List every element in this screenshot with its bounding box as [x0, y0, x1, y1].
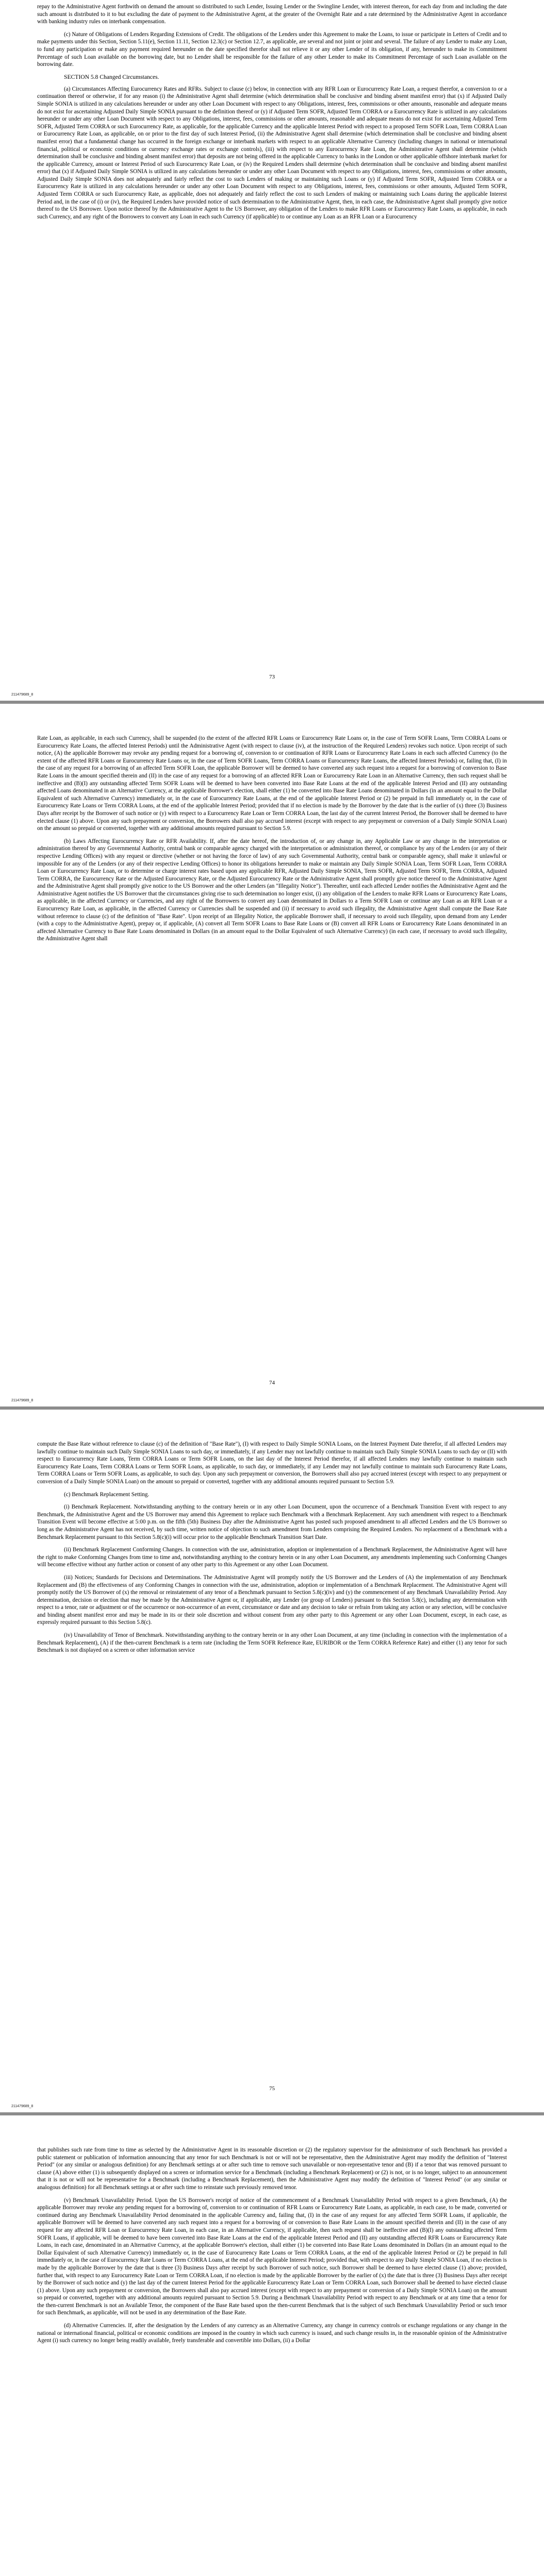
- page-number: 75: [269, 2086, 275, 2092]
- paragraph: (c) Benchmark Replacement Setting.: [64, 1491, 150, 1498]
- document-id: 211479689_8: [11, 693, 34, 697]
- paragraph: (d) Alternative Currencies. If, after the designation by the Lenders of any currency as an Alternative Currency, any change in currency controls or exchange regulations or any change in the national or international financial, political or economic conditions are imposed in the country in which such currency is issued, and such change results in, in the reasonable opinion of the Administrative Agent (i) such currency no longer being readily available, freely transferable and convertible into Dollars, (ii) a Dollar: [37, 2323, 507, 2344]
- paragraph: (v) Benchmark Unavailability Period. Upon the US Borrower's receipt of notice of the commencement of a Benchmark Unavailability Period with respect to a given Benchmark, (A) the applicable Borrower may revoke any pending request for a borrowing of, conversion to or continuation of RFR Loans or Eurocurrency Rate Loans, as applicable, in each case, to be made, converted or continued during any Benchmark Unavailability Period denominated in the applicable Currency and, failing that, (I) in the case of any request for any affected Term SOFR Loans, if applicable, the applicable Borrower will be deemed to have converted any such request into a request for a borrowing of or conversion to Base Rate Loans in the amount specified therein and (II) in the case of any request for any affected RFR Loan or Eurocurrency Rate Loan, in each case, in an Alternative Currency, if applicable, then such request shall be ineffective and (B)(I) any outstanding affected Term SOFR Loans, if applicable, will be deemed to have been converted into Base Rate Loans at the end of the applicable Interest Period and (II) any outstanding affected RFR Loans or Eurocurrency Rate Loans, in each case, denominated in an Alternative Currency, at the applicable Borrower's election, shall either (1) be converted into Base Rate Loans denominated in Dollars (in an amount equal to the Dollar Equivalent of such Alternative Currency) immediately or, in the case of Eurocurrency Rate Loans or Term CORRA Loans, at the end of the applicable Interest Period or (2) be prepaid in full immediately or, in the case of Eurocurrency Rate Loans or Term CORRA Loans, at the end of the applicable Interest Period; provided that, with respect to any Daily Simple SONIA Loan, if no election is made by the applicable Borrower by the date that is three (3) Business Days after receipt by such Borrower of such notice, such Borrower shall be deemed to have elected clause (1) above; provided, further that, with respect to any Eurocurrency Rate Loan or Term CORRA Loan, if no election is made by the applicable Borrower by the earlier of (x) the date that is three (3) Business Days after receipt by the Borrower of such notice and (y) the last day of the current Interest Period for the applicable Eurocurrency Rate Loan or Term CORRA Loan, such Borrower shall be deemed to have elected clause (1) above. Upon any such prepayment or conversion, the Borrowers shall also pay accrued interest (except with respect to any prepayment or conversion of a Daily Simple SONIA Loan) on the amount so prepaid or converted, together with any additional amounts required pursuant to Section 5.9. During a Benchmark Unavailability Period with respect to any Benchmark or at any time that a tenor for the then-current Benchmark is not an Available Tenor, the component of the Base Rate based upon the then-current Benchmark that is the subject of such Benchmark Unavailability Period or such tenor for such Benchmark, as applicable, will not be used in any determination of the Base Rate.: [37, 2197, 507, 2316]
- page-body: [37, 735, 507, 943]
- paragraph: Rate Loan, as applicable, in each such Currency, shall be suspended (to the extent of the affected RFR Loans or Eurocurrency Rate Loans or, in the case of Term SOFR Loans, Term CORRA Loans or Eurocurrency Rate Loans, the affected Interest Periods) until the Administrative Agent (with respect to clause (iv), at the instruction of the Required Lenders) revokes such notice. Upon receipt of such notice, (A) the applicable Borrower may revoke any pending request for a borrowing of, conversion to or continuation of RFR Loans or Eurocurrency Rate Loans in each such affected Currency (to the extent of the affected RFR Loans or Eurocurrency Rate Loans or, in the case of Term SOFR Loans, Term CORRA Loans or Eurocurrency Rate Loans, the affected Interest Periods) or, failing that, (I) in the case of any request for a borrowing of an affected Term SOFR Loan, the applicable Borrower will be deemed to have converted any such request into a request for a borrowing of conversion to Base Rate Loans in the amount specified therein and (II) in the case of any request for a borrowing of an affected RFR Loan or Eurocurrency Rate Loan in an Alternative Currency, then such request shall be ineffective and (B)(I) any outstanding affected Term SOFR Loans will be deemed to have been converted into Base Rate Loans at the end of the applicable Interest Period and (II) any outstanding affected Loans denominated in an Alternative Currency, at the applicable Borrower's election, shall either (1) be converted into Base Rate Loans denominated in Dollars (in an amount equal to the Dollar Equivalent of such Alternative Currency) immediately or, in the case of Eurocurrency Rate Loans, at the end of the applicable Interest Period or (2) be prepaid in full immediately or, in the case of Eurocurrency Rate Loans or Term CORRA Loans, at the end of the applicable Interest Period; provided that if no election is made by the Borrower by the date that is the earlier of (x) three (3) Business Days after receipt by the Borrower of such notice or (y) with respect to a Eurocurrency Rate Loan or Term CORRA Loan, the last day of the current Interest Period, the Borrower shall be deemed to have elected clause (1) above. Upon any such prepayment or conversion, the Borrowers shall also pay accrued interest (except with respect to any prepayment or conversion of a Daily Simple SONIA Loan) on the amount so prepaid or converted, together with any additional amounts required pursuant to Section 5.9.: [37, 735, 507, 832]
- paragraph: (iv) Unavailability of Tenor of Benchmark. Notwithstanding anything to the contrary herein or in any other Loan Document, at any time (including in connection with the implementation of a Benchmark Replacement), (A) if the then-current Benchmark is a term rate (including the Term SOFR Reference Rate, EURIBOR or the Term CORRA Reference Rate) and either (1) any tenor for such Benchmark is not displayed on a screen or other information service: [37, 1632, 507, 1654]
- page-number: 74: [269, 1380, 275, 1386]
- document-page-2: [0, 704, 544, 1406]
- paragraph: compute the Base Rate without reference to clause (c) of the definition of "Base Rate"), (I) with respect to Daily Simple SONIA Loans, on the Interest Payment Date therefor, if all affected Lenders may lawfully continue to maintain such Daily Simple SONIA Loans to such day, or immediately, if any Lender may not lawfully continue to maintain such Daily Simple SONIA Loans to such day or (II) with respect to Eurocurrency Rate Loans, Term CORRA Loans or Term SOFR Loans, on the last day of the Interest Period therefor, if all affected Lenders may lawfully continue to maintain such Eurocurrency Rate Loans, Term CORRA Loans or Term SOFR Loans, as applicable, to such day, or immediately, if any Lender may not lawfully continue to maintain such Eurocurrency Rate Loans, Term CORRA Loans or Term SOFR Loans, as applicable, to such day. Upon any such prepayment or conversion, the Borrowers shall also pay accrued interest (except with respect to any prepayment or conversion of a Daily Simple SONIA Loan) on the amount so prepaid or converted, together with any additional amounts required pursuant to Section 5.9.: [37, 1441, 507, 1485]
- page-body: [37, 2146, 507, 2345]
- paragraph: (a) Circumstances Affecting Eurocurrency Rates and RFRs. Subject to clause (c) below, in connection with any RFR Loan or Eurocurrency Rate Loan, a request therefor, a conversion to or a continuation thereof or otherwise, if for any reason (i) the Administrative Agent shall determine (which determination shall be conclusive and binding absent manifest error) that (x) if Adjusted Daily Simple SONIA is utilized in any calculations hereunder or under any other Loan Document with respect to any Obligations, interest, fees, commissions or other amounts, reasonable and adequate means do not exist for ascertaining Adjusted Daily Simple SONIA pursuant to the definition thereof or (y) if Adjusted Term SOFR, Adjusted Term CORRA or a Eurocurrency Rate is utilized in any calculations hereunder or under any other Loan Document with respect to any Obligations, interest, fees, commissions or other amounts, reasonable and adequate means do not exist for ascertaining Adjusted Term SOFR, Adjusted Term CORRA or such Eurocurrency Rate, as applicable, for the applicable Currency and the applicable Interest Period with respect to a proposed Term SOFR Loan, Term CORRA Loan or Eurocurrency Rate Loan, as applicable, on or prior to the first day of such Interest Period, (ii) the Administrative Agent shall determine (which determination shall be conclusive and binding absent manifest error) that a fundamental change has occurred in the foreign exchange or interbank markets with respect to an applicable Alternative Currency (including changes in national or international financial, political or economic conditions or currency exchange rates or exchange controls), (iii) with respect to any Eurocurrency Rate Loan, the Administrative Agent shall determine (which determination shall be conclusive and binding absent manifest error) that deposits are not being offered in the applicable Currency to banks in the London or other applicable offshore interbank market for the applicable Currency, amount or Interest Period of such Eurocurrency Rate Loan, or (iv) the Required Lenders shall determine (which determination shall be conclusive and binding absent manifest error) that (x) if Adjusted Daily Simple SONIA is utilized in any calculations hereunder or under any other Loan Document with respect to any Obligations, interest, fees, commissions or other amounts, Adjusted Daily Simple SONIA does not adequately and fairly reflect the cost to such Lenders of making or maintaining such Loans or (y) if Adjusted Term SOFR, Adjusted Term CORRA or a Eurocurrency Rate is utilized in any calculations hereunder or under any other Loan Document with respect to any Obligations, interest, fees, commissions or other amounts, Adjusted Term SOFR, Adjusted Term CORRA or such Eurocurrency Rate, as applicable, does not adequately and fairly reflect the cost to such Lenders of making or maintaining such Loans during the applicable Interest Period and, in the case of (i) or (iv), the Required Lenders have provided notice of such determination to the Administrative Agent, then, in each case, the Administrative Agent shall promptly give notice thereof to the US Borrower. Upon notice thereof by the Administrative Agent to the US Borrower, any obligation of the Lenders to make RFR Loans or Eurocurrency Rate Loans, as applicable, in each such Currency, and any right of the Borrowers to convert any Loan in each such Currency (if applicable) to or continue any Loan as an RFR Loan or a Eurocurrency: [37, 86, 507, 220]
- page-body: [37, 3, 507, 221]
- document-page-3: [0, 1410, 544, 2112]
- document-id: 211479689_8: [11, 1399, 34, 1402]
- document-id: 211479689_8: [11, 2105, 34, 2108]
- page-number: 73: [269, 674, 275, 680]
- paragraph: (b) Laws Affecting Eurocurrency Rate or RFR Availability. If, after the date hereof, the introduction of, or any change in, any Applicable Law or any change in the interpretation or administration thereof by any Governmental Authority, central bank or comparable agency charged with the interpretation or administration thereof, or compliance by any of the Lenders (or any of their respective Lending Offices) with any request or directive (whether or not having the force of law) of any such Governmental Authority, central bank or comparable agency, shall make it unlawful or impossible for any of the Lenders (or any of their respective Lending Offices) to honor its obligations hereunder to make or maintain any Daily Simple SONIA Loan, Term SOFR Loan, Term CORRA Loan or Eurocurrency Rate Loan, or to determine or charge interest rates based upon any applicable RFR, Adjusted Daily Simple SONIA, Term SOFR, Adjusted Term SOFR, Term CORRA, Adjusted Term CORRA, the Eurocurrency Rate or the Adjusted Eurocurrency Rate, or the Adjusted Eurocurrency Rate or the Administrative Agent shall promptly give notice thereof to the Administrative Agent and the Administrative Agent shall promptly give notice to the US Borrower and the other Lenders (an "Illegality Notice"). Thereafter, until each affected Lender notifies the Administrative Agent and the Administrative Agent notifies the US Borrower that the circumstances giving rise to such determination no longer exist, (i) any obligation of the Lenders to make RFR Loans or Eurocurrency Rate Loans, as applicable, in the affected Currency or Currencies, and any right of the Borrowers to convert any Loan denominated in Dollars to a Term SOFR Loan or continue any Loan as an RFR Loan or a Eurocurrency Rate Loan, as applicable, in the affected Currency or Currencies shall be suspended and (ii) if necessary to avoid such illegality, the Administrative Agent shall compute the Base Rate without reference to clause (c) of the definition of "Base Rate". Upon receipt of an Illegality Notice, the applicable Borrower shall, if necessary to avoid such illegality, upon demand from any Lender (with a copy to the Administrative Agent), prepay or, if applicable, (A) convert all Term SOFR Loans to Base Rate Loans or (B) convert all RFR Loans or Eurocurrency Rate Loans denominated in an affected Alternative Currency to Base Rate Loans denominated in Dollars (in an amount equal to the Dollar Equivalent of such Alternative Currency) (in each case, if necessary to avoid such illegality, the Administrative Agent shall: [37, 838, 507, 942]
- document-page-4: [0, 2115, 544, 2576]
- paragraph: (c) Nature of Obligations of Lenders Regarding Extensions of Credit. The obligations of the Lenders under this Agreement to make the Loans, to issue or participate in Letters of Credit and to make payments under this Section, Section 5.11(e), Section 11.11, Section 12.3(c) or Section 12.7, as applicable, are several and not joint or joint and several. The failure of any Lender to make any Loan, to fund any participation or make any payment required hereunder on the date specified therefor shall not relieve it or any other Lender of its obligation, if any, hereunder to make its Commitment Percentage of such Loan available on the borrowing date, but no Lender shall be responsible for the failure of any other Lender to make its Commitment Percentage of such Loan available on the borrowing date.: [37, 31, 507, 68]
- document-page-1: [0, 0, 544, 701]
- page-body: [37, 1440, 507, 1654]
- paragraph: repay to the Administrative Agent forthwith on demand the amount so distributed to such Lender, Issuing Lender or the Swingline Lender, with interest thereon, for each day from and including the date such amount is distributed to it to but excluding the date of payment to the Administrative Agent, at the greater of the Overnight Rate and a rate determined by the Administrative Agent in accordance with banking industry rules on interbank compensation.: [37, 4, 507, 25]
- paragraph: (iii) Notices; Standards for Decisions and Determinations. The Administrative Agent will promptly notify the US Borrower and the Lenders of (A) the implementation of any Benchmark Replacement and (B) the effectiveness of any Conforming Changes in connection with the use, administration, adoption or implementation of a Benchmark Replacement. The Administrative Agent will promptly notify the US Borrower of (x) the removal or reinstatement of any tenor of a Benchmark pursuant to Section 5.8(c)(iv) and (y) the commencement of any Benchmark Unavailability Period. Any determination, decision or election that may be made by the Administrative Agent or, if applicable, any Lender (or group of Lenders) pursuant to this Section 5.8(c), including any determination with respect to a tenor, rate or adjustment or of the occurrence or non-occurrence of an event, circumstance or date and any decision to take or refrain from taking any action or any selection, will be conclusive and binding absent manifest error and may be made in its or their sole discretion and without consent from any other party to this Agreement or any other Loan Document, except, in each case, as expressly required pursuant to this Section 5.8(c).: [37, 1574, 507, 1626]
- section-heading: SECTION 5.8 Changed Circumstances.: [64, 73, 159, 80]
- paragraph: that publishes such rate from time to time as selected by the Administrative Agent in its reasonable discretion or (2) the regulatory supervisor for the administrator of such Benchmark has provided a public statement or publication of information announcing that any tenor for such Benchmark is not or will not be representative, then the Administrative Agent may modify the definition of "Interest Period" (or any similar or analogous definition) for any Benchmark settings at or after such time to remove such unavailable or non-representative tenor and (B) if a tenor that was removed pursuant to clause (A) above either (1) is subsequently displayed on a screen or information service for a Benchmark (including a Benchmark Replacement) or (2) is not, or is no longer, subject to an announcement that it is not or will not be representative for a Benchmark (including a Benchmark Replacement), then the Administrative Agent may modify the definition of "Interest Period" (or any similar or analogous definition) for all Benchmark settings at or after such time to reinstate such previously removed tenor.: [37, 2147, 507, 2191]
- paragraph: (i) Benchmark Replacement. Notwithstanding anything to the contrary herein or in any other Loan Document, upon the occurrence of a Benchmark Transition Event with respect to any Benchmark, the Administrative Agent and the US Borrower may amend this Agreement to replace such Benchmark with a Benchmark Replacement. Any such amendment with respect to a Benchmark Transition Event will become effective at 5:00 p.m. on the fifth (5th) Business Day after the Administrative Agent has posted such proposed amendment to all affected Lenders and the US Borrower so long as the Administrative Agent has not received, by such time, written notice of objection to such amendment from Lenders comprising the Required Lenders. No replacement of a Benchmark with a Benchmark Replacement pursuant to this Section 5.8(c)(i) will occur prior to the applicable Benchmark Transition Start Date.: [37, 1504, 507, 1540]
- paragraph: (ii) Benchmark Replacement Conforming Changes. In connection with the use, administration, adoption or implementation of a Benchmark Replacement, the Administrative Agent will have the right to make Conforming Changes from time to time and, notwithstanding anything to the contrary herein or in any other Loan Document, any amendments implementing such Conforming Changes will become effective without any further action or consent of any other party to this Agreement or any other Loan Document.: [37, 1547, 507, 1568]
